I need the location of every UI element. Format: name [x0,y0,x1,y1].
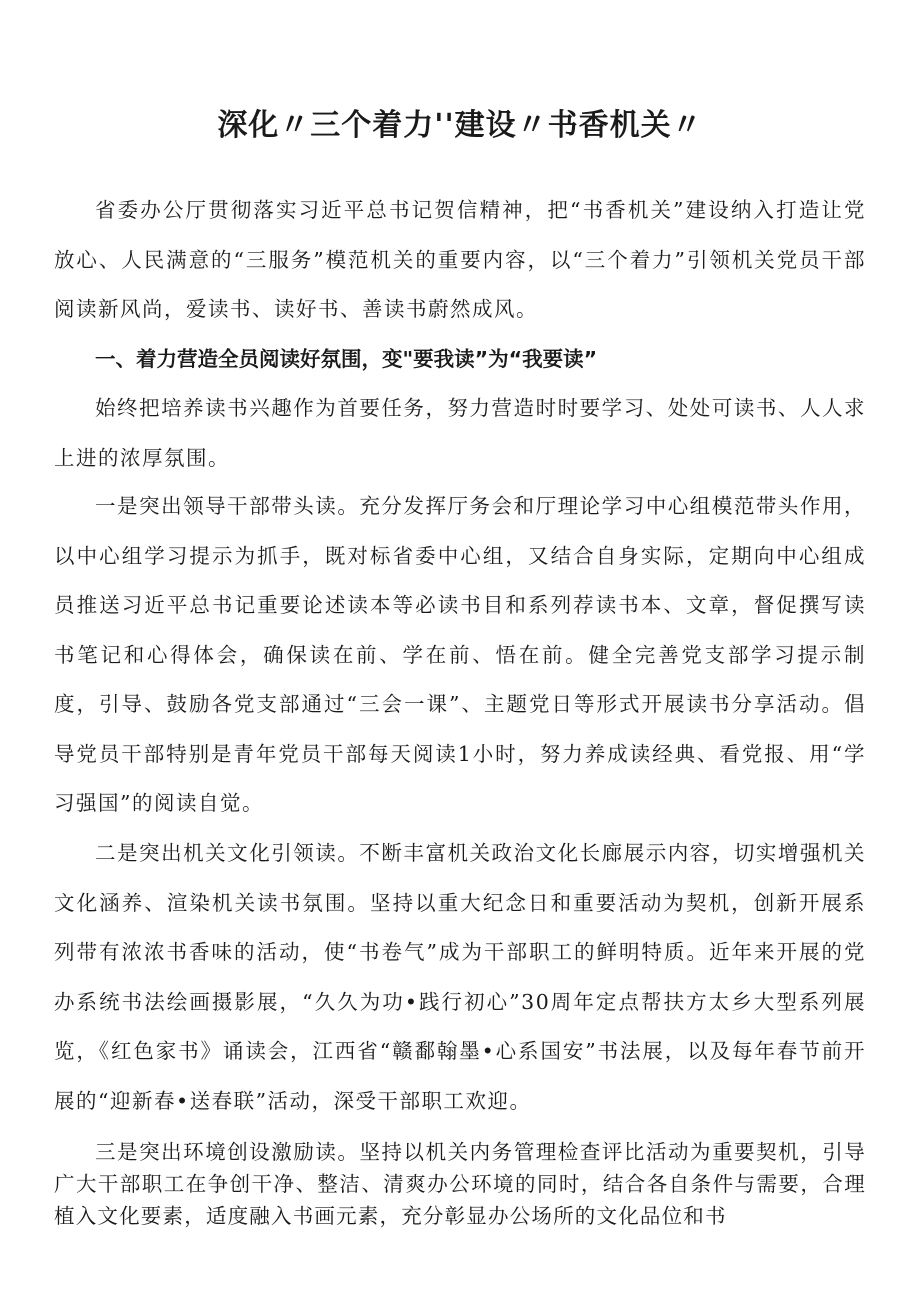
item-2-paragraph: 二是突出机关文化引领读。不断丰富机关政治文化长廊展示内容，切实增强机关文化涵养、渲染机关读书氛围。坚持以重大纪念日和重要活动为契机，创新开展系列带有浓浓书香味的活动，使“书卷气”成为干部职工的鲜明特质。近年来开展的党办系统书法绘画摄影展，“久久为功•践行初心”30周年定点帮扶方太乡大型系列展览，《红色家书》诵读会，江西省“赣鄱翰墨•心系国安”书法展，以及每年春节前开展的“迎新春•送春联”活动，深受干部职工欢迎。 [54,841,866,1113]
item-3-paragraph: 三是突出环境创设激励读。坚持以机关内务管理检查评比活动为重要契机，引导广大干部职工在争创干净、整洁、清爽办公环境的同时，结合各自条件与需要，合理植入文化要素，适度融入书画元素，充分彰显办公场所的文化品位和书 [54,1140,866,1228]
section-heading-1: 一、着力营造全员阅读好氛围，变"要我读”为“我要读” [95,347,598,371]
item-1-paragraph: 一是突出领导干部带头读。充分发挥厅务会和厅理论学习中心组模范带头作用，以中心组学习提示为抓手，既对标省委中心组，又结合自身实际，定期向中心组成员推送习近平总书记重要论述读本等必读书目和系列荐读书本、文章，督促撰写读书笔记和心得体会，确保读在前、学在前、悟在前。健全完善党支部学习提示制度，引导、鼓励各党支部通过“三会一课”、主题党日等形式开展读书分享活动。倡导党员干部特别是青年党员干部每天阅读1小时，努力养成读经典、看党报、用“学习强国”的阅读自觉。 [54,494,866,815]
section-1-paragraph: 始终把培养读书兴趣作为首要任务，努力营造时时要学习、处处可读书、人人求上进的浓厚氛围。 [54,396,866,470]
document-title: 深化〃三个着力''建设〃书香机关〃 [217,108,703,143]
intro-paragraph: 省委办公厅贯彻落实习近平总书记贺信精神，把“书香机关”建设纳入打造让党放心、人民满意的“三服务”模范机关的重要内容，以“三个着力”引领机关党员干部阅读新风尚，爱读书、读好书、善读书蔚然成风。 [54,198,866,321]
